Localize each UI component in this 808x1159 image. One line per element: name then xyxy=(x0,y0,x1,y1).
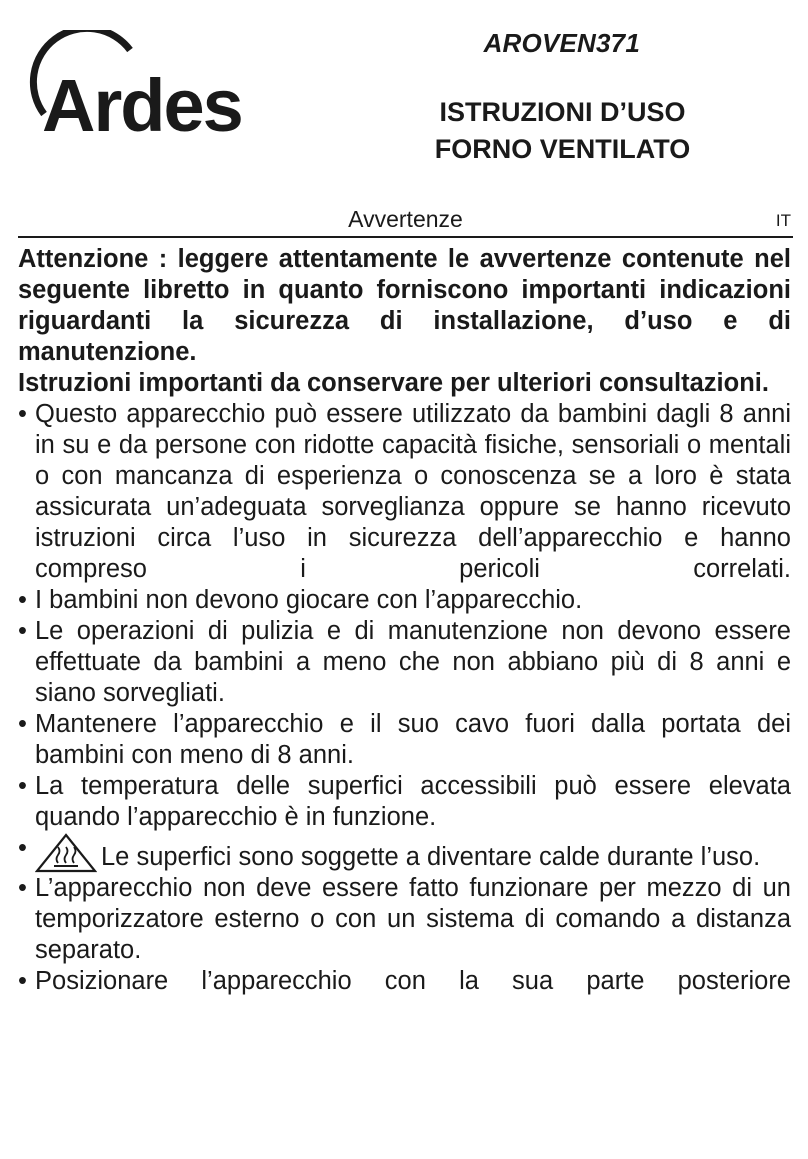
logo-wordmark: Ardes xyxy=(42,64,242,140)
list-item xyxy=(18,585,791,616)
bullet: • xyxy=(18,834,27,862)
list-item xyxy=(18,616,791,709)
bullet: • xyxy=(18,874,27,902)
list-item-text: Mantenere l’apparecchio e il suo cavo fuori dalla portata dei bambini con meno di 8 anni. xyxy=(35,710,791,769)
bullet: • xyxy=(18,586,27,614)
bullet: • xyxy=(18,772,27,800)
keep-instructions-paragraph: Istruzioni importanti da conservare per ulteriori consultazioni. xyxy=(18,369,769,397)
section-header xyxy=(18,206,793,238)
ardes-logo xyxy=(22,30,292,140)
list-item-text: Questo apparecchio può essere utilizzato da bambini dagli 8 anni in su e da persone con ridotte capacità fisiche, sensoriali o mentali o con mancanza di esperienza o conoscenza se a loro è stata assicurata un’adeguata sorveglianza oppure se hanno ricevuto istruzioni circa l’uso in sicurezza dell’apparecchio e hanno compreso i pericoli correlati. xyxy=(35,400,791,583)
bullet: • xyxy=(18,710,27,738)
document-title xyxy=(395,94,730,168)
bullet: • xyxy=(18,617,27,645)
list-item-text: Le superfici sono soggette a diventare calde durante l’uso. xyxy=(101,843,761,871)
title-line-1: ISTRUZIONI D’USO xyxy=(439,97,686,127)
list-item-text: I bambini non devono giocare con l’apparecchio. xyxy=(35,586,583,614)
list-item xyxy=(18,771,791,833)
warnings-content xyxy=(18,244,791,997)
model-code: AROVEN371 xyxy=(483,28,640,58)
list-item xyxy=(18,966,791,997)
language-code: IT xyxy=(775,211,791,230)
list-item-text: L’apparecchio non deve essere fatto funzionare per mezzo di un temporizzatore esterno o con un sistema di comando a distanza separato. xyxy=(35,874,791,964)
list-item xyxy=(18,873,791,966)
list-item xyxy=(18,833,791,873)
bullet: • xyxy=(18,967,27,995)
bullet: • xyxy=(18,400,27,428)
list-item xyxy=(18,709,791,771)
list-item xyxy=(18,399,791,585)
list-item-text: Le operazioni di pulizia e di manutenzione non devono essere effettuate da bambini a meno che non abbiano più di 8 anni e siano sorvegliati. xyxy=(35,617,791,707)
list-item-text: Posizionare l’apparecchio con la sua parte posteriore xyxy=(35,967,791,995)
hot-surface-warning-icon xyxy=(35,833,97,873)
safety-list xyxy=(18,399,791,997)
list-item-text: La temperatura delle superfici accessibili può essere elevata quando l’apparecchio è in funzione. xyxy=(35,772,791,831)
title-line-2: FORNO VENTILATO xyxy=(434,134,691,164)
attention-paragraph: Attenzione : leggere attentamente le avvertenze contenute nel seguente libretto in quanto forniscono importanti indicazioni riguardanti la sicurezza di installazione, d’uso e di manutenzione. xyxy=(18,245,791,366)
section-title: Avvertenze xyxy=(348,206,463,232)
